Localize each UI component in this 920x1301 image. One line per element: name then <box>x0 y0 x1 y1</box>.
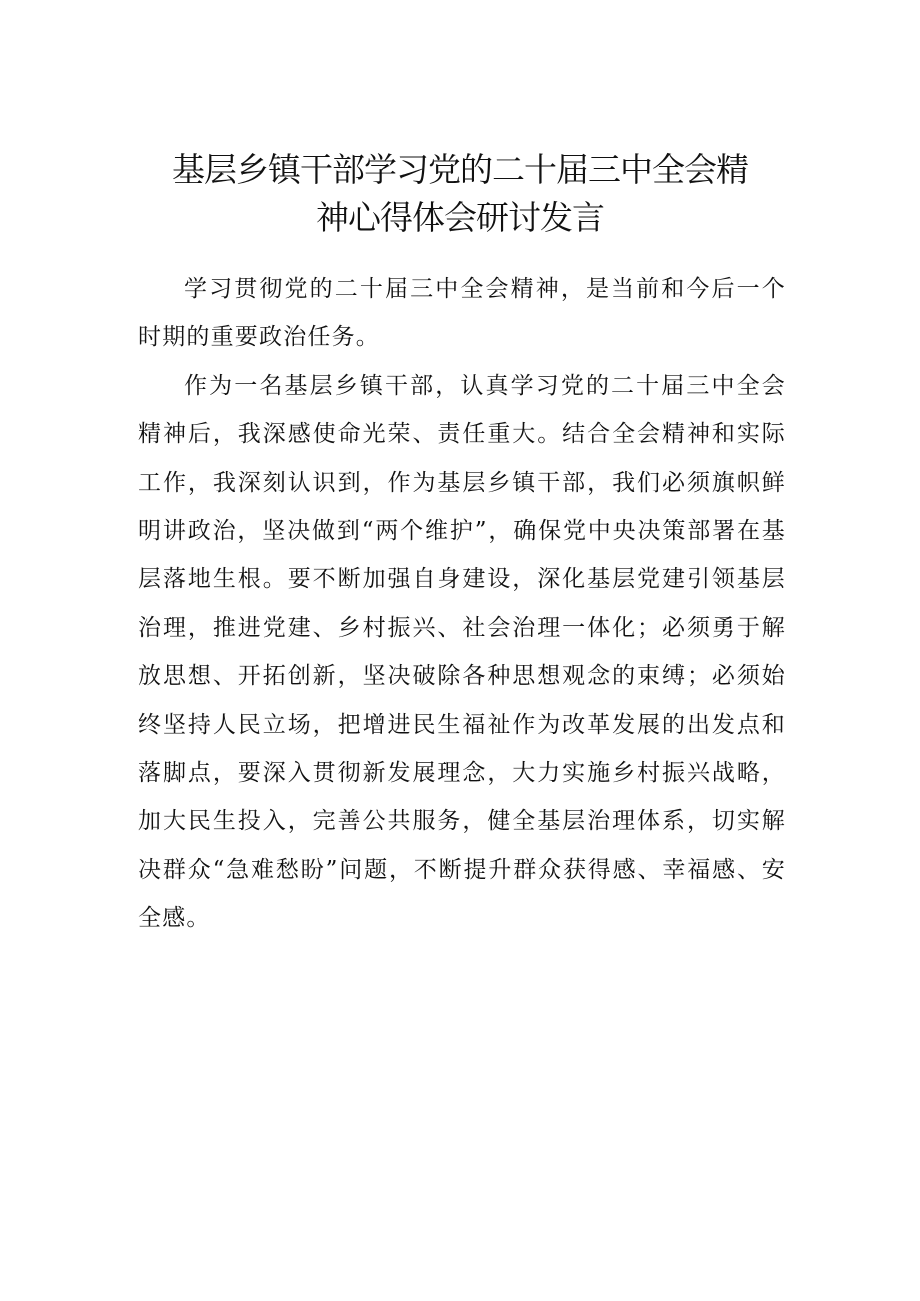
document-title <box>140 146 780 242</box>
document-body <box>138 265 786 943</box>
paragraph-1: 学习贯彻党的二十届三中全会精神，是当前和今后一个时期的重要政治任务。 <box>138 276 786 351</box>
paragraph-2: 作为一名基层乡镇干部，认真学习党的二十届三中全会精神后，我深感使命光荣、责任重大。结合全会精神和实际工作，我深刻认识到，作为基层乡镇干部，我们必须旗帜鲜明讲政治，坚决做到“两个维护”，确保党中央决策部署在基层落地生根。要不断加强自身建设，深化基层党建引领基层治理，推进党建、乡村振兴、社会治理一体化；必须勇于解放思想、开拓创新，坚决破除各种思想观念的束缚；必须始终坚持人民立场，把增进民生福祉作为改革发展的出发点和落脚点，要深入贯彻新发展理念，大力实施乡村振兴战略，加大民生投入，完善公共服务，健全基层治理体系，切实解决群众“急难愁盼”问题，不断提升群众获得感、幸福感、安全感。 <box>138 372 786 932</box>
title-line-1: 基层乡镇干部学习党的二十届三中全会精 <box>172 150 748 189</box>
title-line-2: 神心得体会研讨发言 <box>316 198 604 237</box>
